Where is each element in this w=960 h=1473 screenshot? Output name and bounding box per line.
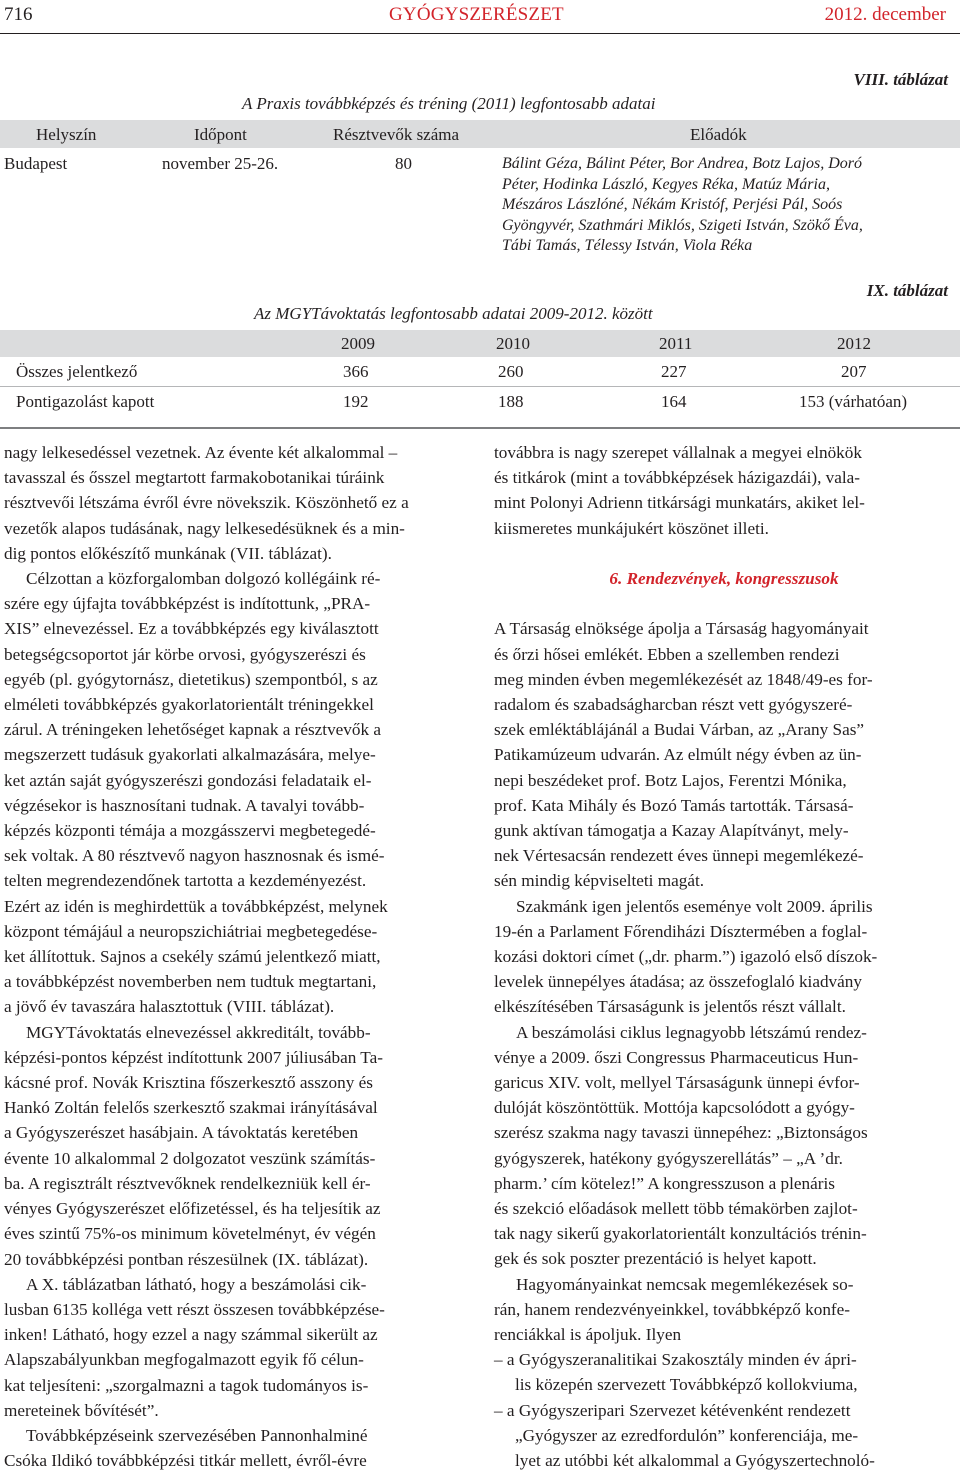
- list-item: – a Gyógyszeripari Szervezet kétévenként rendezett: [494, 1400, 851, 1420]
- text-line: lis közepén szervezett Továbbképző kollokviuma,: [515, 1375, 858, 1395]
- spacer: [494, 591, 954, 616]
- speakers-line: Gyöngyvér, Szathmári Miklós, Szigeti István, Szökő Éva,: [502, 216, 863, 234]
- table-ix-year-2010: 2010: [496, 334, 530, 353]
- text-line: szerész szakma nagy tavaszi ünnepéhez: „Biztonságos: [494, 1123, 868, 1143]
- text-line: 20 továbbképzési pontban részesülnek (IX. táblázat).: [4, 1249, 369, 1269]
- text-line: lusban 6135 kolléga vett részt összesen továbbképzése-: [4, 1299, 385, 1319]
- text-line: vénye a 2009. őszi Congressus Pharmaceuticus Hun-: [494, 1047, 859, 1067]
- table-ix-cell: 164: [661, 392, 687, 411]
- text-line: képzés központi témája a mozgásszervi megbetegedé-: [4, 821, 376, 841]
- body-column-right: [494, 440, 954, 1473]
- text-line: egyéb (pl. gyógytornász, dietetikus) szempontból, s az: [4, 669, 378, 689]
- text-line: kácsné prof. Novák Krisztina főszerkesztő asszony és: [4, 1073, 373, 1093]
- text-line: szek emléktáblájánál a Budai Várban, az „Arany Sas”: [494, 720, 865, 740]
- table-viii-header-speakers: Előadók: [690, 125, 747, 144]
- text-line: dulóját köszöntöttük. Mottója kapcsolódott a gyógy-: [494, 1098, 855, 1118]
- text-line: Célzottan a közforgalomban dolgozó kollégáink ré-: [26, 569, 381, 589]
- text-line: továbbra is nagy szerepet vállalnak a megyei elnökök: [494, 443, 862, 462]
- text-line: és titkárok (mint a továbbképzések házigazdái), vala-: [494, 468, 861, 488]
- text-line: „Gyógyszer az ezredfordulón” konferenciája, me-: [515, 1425, 859, 1445]
- text-line: gyógyszerek, hatékony gyógyszerellátás” – „A ’dr.: [494, 1148, 843, 1168]
- text-line: pharm.’ cím kötelez!” A kongresszuson a plenáris: [494, 1173, 835, 1193]
- text-line: nek Vértesacsán rendezett éves ünnepi megemlékezé-: [494, 846, 864, 866]
- table-viii-cell-place: Budapest: [4, 154, 68, 173]
- text-line: rán, hanem rendezvényeinkkel, továbbképző konfe-: [494, 1299, 851, 1319]
- text-line: és szekció előadások mellett több témakörben zajlot-: [494, 1199, 858, 1219]
- text-line: nagy lelkesedéssel vezetnek. Az évente két alkalommal –: [4, 443, 398, 462]
- text-line: éves szintű 75%-os minimum követelményt, év végén: [4, 1224, 376, 1244]
- text-line: ket aztán saját gyógyszerészi gondozási feladataik el-: [4, 770, 372, 790]
- text-line: telten megrendezendőnek tartotta a kezdeményezést.: [4, 871, 367, 891]
- text-line: XIS” elnevezéssel. Ez a továbbképzés egy kiválasztott: [4, 619, 379, 639]
- table-ix-cell: 188: [498, 392, 524, 411]
- table-ix-year-2009: 2009: [341, 334, 375, 353]
- text-line: évente 10 alkalommal 2 dolgozatot veszünk számítás-: [4, 1148, 376, 1168]
- text-line: radalom és szabadságharcban részt vett gyógyszeré-: [494, 695, 853, 714]
- spacer: [494, 541, 954, 566]
- table-viii-header-participants: Résztvevők száma: [333, 125, 460, 144]
- table-viii-cell-participants: 80: [395, 154, 412, 173]
- list-item: – a Gyógyszeranalitikai Szakosztály minden év ápri-: [494, 1350, 857, 1370]
- body-column-left: [4, 440, 464, 1473]
- text-line: Továbbképzéseink szervezésében Pannonhalminé: [26, 1425, 368, 1445]
- issue-date: 2012. december: [824, 4, 946, 25]
- text-line: képzési-pontos képzést indítottunk 2007 júliusában Ta-: [4, 1047, 383, 1067]
- text-line: A Társaság elnöksége ápolja a Társaság hagyományait: [494, 619, 869, 639]
- text-line: MGYTávoktatás elnevezéssel akkreditált, tovább-: [26, 1022, 371, 1042]
- text-line: végzésekor is hasznosítani tudnak. A tavalyi tovább-: [4, 795, 365, 815]
- text-line: kiismeretes munkájukért köszönet illeti.: [494, 518, 769, 538]
- text-line: a jövő év tavaszára halasztottuk (VIII. táblázat).: [4, 997, 335, 1017]
- text-line: inken! Látható, hogy ezzel a nagy számmal sikerült az: [4, 1325, 378, 1345]
- text-line: renciákkal is ápoljuk. Ilyen: [494, 1325, 682, 1345]
- text-line: a Gyógyszerészet hasábjain. A távoktatás keretében: [4, 1123, 359, 1143]
- text-line: elméleti továbbképzés gyakorlatorientált tréningekkel: [4, 695, 374, 715]
- text-line: kat teljesíteni: „szorgalmazni a tagok tudományos is-: [4, 1375, 369, 1395]
- text-line: mereteinek bővítését”.: [4, 1400, 159, 1420]
- table-ix-row-label: Összes jelentkező: [16, 362, 138, 381]
- table-ix-cell: 227: [661, 362, 687, 381]
- text-line: levelek ünnepélyes átadása; az összefoglaló kiadvány: [494, 972, 862, 992]
- text-line: sén mindig képviselteti magát.: [494, 871, 705, 891]
- table-ix-header-row: [0, 330, 960, 357]
- table-divider: [0, 427, 960, 429]
- text-line: lyet az utóbbi két alkalommal a Gyógyszertechnoló-: [515, 1451, 875, 1471]
- table-viii-header-place: Helyszín: [36, 125, 97, 144]
- table-ix-year-2011: 2011: [659, 334, 693, 353]
- text-line: prof. Kata Mihály és Bozó Tamás tartották. Társasá-: [494, 795, 854, 815]
- table-viii-cell-speakers: [502, 154, 942, 257]
- text-line: betegségcsoportot jár körbe orvosi, gyógyszerészi és: [4, 644, 366, 664]
- text-line: Hagyományainkat nemcsak megemlékezések so-: [516, 1274, 854, 1294]
- table-ix-year-2012: 2012: [837, 334, 871, 353]
- speakers-line: Péter, Hodinka László, Kegyes Réka, Matúz Mária,: [502, 175, 830, 193]
- text-line: nepi beszédeket prof. Botz Lajos, Ferentzi Mónika,: [494, 770, 847, 790]
- text-line: kozási doktori címet („dr. pharm.”) igazoló első díszok-: [494, 947, 878, 967]
- table-viii-header-row: [0, 120, 960, 148]
- text-line: Patikamúzeum udvarán. Az elmúlt négy évben az ün-: [494, 745, 862, 765]
- text-line: meg minden évben megemlékezését az 1848/49-es for-: [494, 669, 873, 689]
- table-ix-cell: 260: [498, 362, 524, 381]
- text-line: garicus XIV. volt, mellyel Társaságunk ünnepi évfor-: [494, 1073, 860, 1093]
- text-line: résztvevői létszáma évről évre növekszik. Köszönhető ez a: [4, 493, 409, 513]
- text-line: gek és sok poszter prezentáció is helyet kapott.: [494, 1249, 817, 1269]
- table-row-divider: [0, 386, 960, 387]
- table-ix-cell: 153 (várhatóan): [799, 392, 908, 411]
- text-line: sek voltak. A 80 résztvevő nagyon hasznosnak és ismé-: [4, 846, 385, 866]
- text-line: vezetők alapos tudásának, nagy lelkesedésüknek és a min-: [4, 518, 405, 538]
- speakers-line: Tábi Tamás, Télessy István, Viola Réka: [502, 237, 753, 254]
- text-line: a továbbképzést novemberben nem tudtuk megtartani,: [4, 972, 377, 992]
- text-line: tak nagy sikerű gyakorlatorientált konzultációs trénin-: [494, 1224, 867, 1244]
- page-number: 716: [4, 4, 33, 25]
- text-line: és őrzi hősei emlékét. Ebben a szellemben rendezi: [494, 644, 840, 664]
- text-line: A X. táblázatban látható, hogy a beszámolási cik-: [26, 1274, 367, 1294]
- text-line: gunk aktívan támogatja a Kazay Alapítványt, mely-: [494, 821, 849, 841]
- table-viii-header-date: Időpont: [194, 125, 247, 144]
- text-line: Alapszabályunkban megfogalmazott egyik fő célun-: [4, 1350, 364, 1370]
- text-line: A beszámolási ciklus legnagyobb létszámú rendez-: [516, 1022, 867, 1042]
- text-line: mint Polonyi Adrienn titkársági munkatárs, akiket lel-: [494, 493, 865, 513]
- text-line: Ezért az idén is meghirdettük a továbbképzést, melynek: [4, 896, 388, 916]
- text-line: központ témájául a neuropszichiátriai megbetegedése-: [4, 921, 378, 941]
- table-ix-cell: 192: [343, 392, 369, 411]
- table-viii-label: VIII. táblázat: [853, 70, 948, 89]
- header-divider: [0, 33, 960, 34]
- table-viii-cell-date: november 25-26.: [162, 154, 279, 173]
- speakers-line: Bálint Géza, Bálint Péter, Bor Andrea, Botz Lajos, Doró: [502, 155, 862, 172]
- table-ix-cell: 366: [343, 362, 369, 381]
- text-line: dig pontos előkészítő munkának (VII. táblázat).: [4, 543, 332, 563]
- table-ix-title: Az MGYTávoktatás legfontosabb adatai 2009-2012. között: [254, 304, 653, 323]
- text-line: Szakmánk igen jelentős eseménye volt 2009. április: [516, 896, 873, 916]
- page-header: [4, 4, 946, 28]
- text-line: vényes Gyógyszerészet előfizetéssel, és ha teljesítik az: [4, 1199, 381, 1219]
- table-ix-cell: 207: [841, 362, 867, 381]
- text-line: tavasszal és ősszel megtartott farmakobotanikai túráink: [4, 468, 385, 488]
- text-line: szére egy újfajta továbbképzést is indítottunk, „PRA-: [4, 594, 371, 614]
- text-line: 19-én a Parlament Főrendiházi Dísztermében a foglal-: [494, 921, 868, 941]
- text-line: elkészítésében Társaságunk is jelentős részt vállalt.: [494, 997, 846, 1017]
- journal-title: GYÓGYSZERÉSZET: [389, 4, 564, 25]
- table-ix-row-label: Pontigazolást kapott: [16, 392, 155, 411]
- text-line: Csóka Ildikó továbbképzési titkár mellett, évről-évre: [4, 1451, 367, 1471]
- section-heading: 6. Rendezvények, kongresszusok: [609, 569, 839, 588]
- text-line: megszerzett tudásuk gyakorlati alkalmazására, melye-: [4, 745, 376, 765]
- table-ix-label: IX. táblázat: [866, 281, 948, 300]
- text-line: ket állítottuk. Sajnos a csekély számú jelentkező miatt,: [4, 947, 381, 967]
- text-line: ba. A regisztrált résztvevőknek rendelkezniük kell ér-: [4, 1173, 371, 1193]
- text-line: Hankó Zoltán felelős szerkesztő szakmai irányításával: [4, 1098, 378, 1118]
- speakers-line: Mészáros Lászlóné, Nékám Kristóf, Perjési Pál, Soós: [502, 196, 843, 213]
- table-viii-title: A Praxis továbbképzés és tréning (2011) legfontosabb adatai: [242, 94, 656, 113]
- text-line: zárul. A tréningeken lehetőséget kapnak a résztvevők a: [4, 720, 382, 740]
